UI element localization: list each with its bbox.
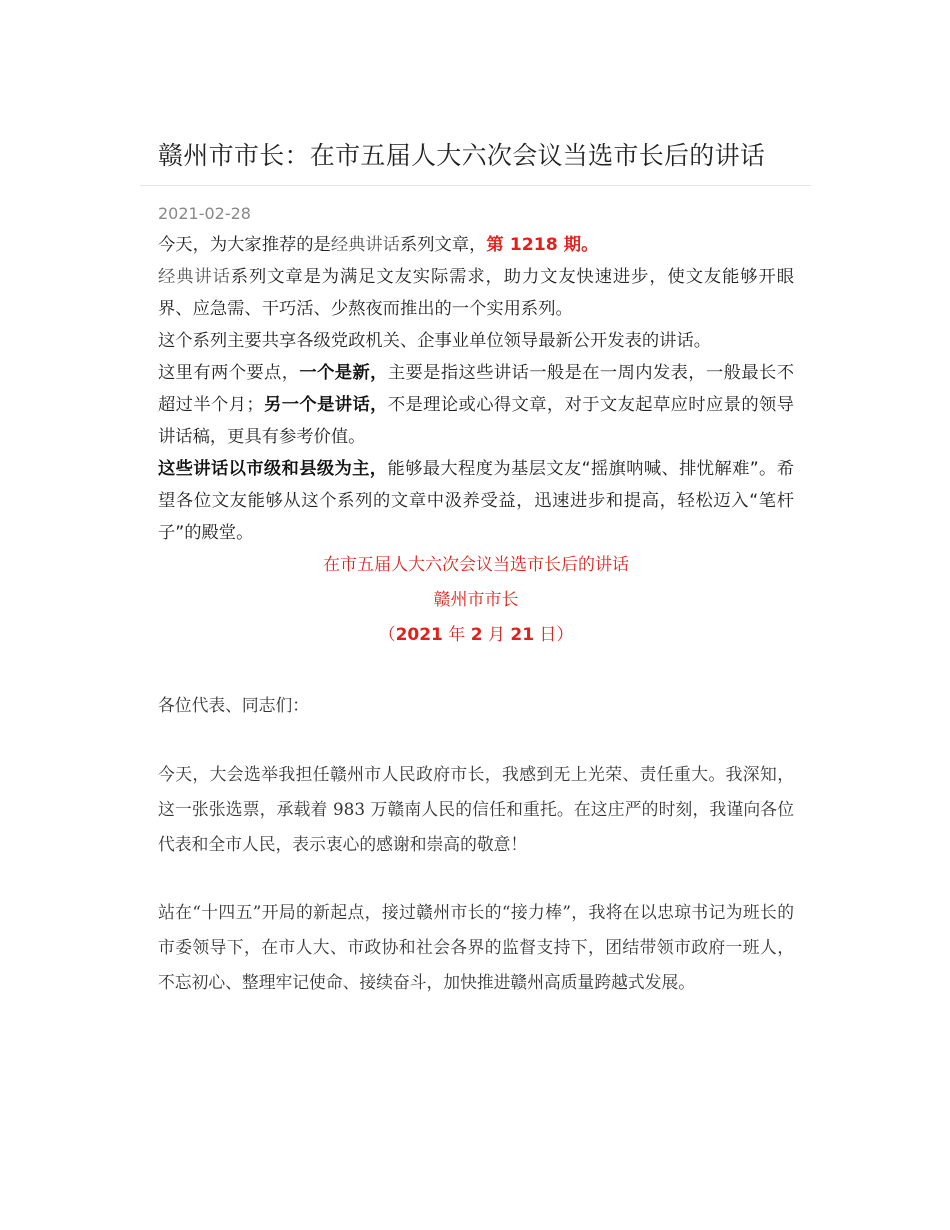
key-point-new: 一个是新， (299, 363, 388, 383)
intro-line: 经典讲话系列文章是为满足文友实际需求，助力文友快速进步，使文友能够开眼界、应急需、干巧活、少熬夜而推出的一个实用系列。 (158, 267, 794, 319)
salutation: 各位代表、同志们： (158, 695, 310, 715)
publish-date: 2021-02-28 (158, 204, 251, 223)
speech-author: 赣州市市长 (433, 590, 519, 610)
speech-paragraph: 今天，大会选举我担任赣州市人民政府市长，我感到无上光荣、责任重大。我深知，这一张张选票，承载着 983 万赣南人民的信任和重托。在这庄严的时刻，我谨向各位代表和全市人民，表示衷心的感谢和崇高的敬意！ (158, 764, 794, 854)
series-name: 经典讲话 (158, 267, 231, 287)
title-divider (140, 185, 811, 186)
intro-line: 这里有两个要点，一个是新，主要是指这些讲话一般是在一周内发表，一般最长不超过半个月；另一个是讲话，不是理论或心得文章，对于文友起草应时应景的领导讲话稿，更具有参考价值。 (158, 363, 794, 447)
intro-line: 这些讲话以市级和县级为主，能够最大程度为基层文友“摇旗呐喊、排忧解难”。希望各位文友能够从这个系列的文章中汲养受益，迅速进步和提高，轻松迈入“笔杆子”的殿堂。 (158, 459, 794, 543)
key-point-speech: 另一个是讲话， (263, 395, 388, 415)
speech-date: （2021 年 2 月 21 日） (378, 625, 574, 645)
page-title: 赣州市市长：在市五届人大六次会议当选市长后的讲话 (158, 141, 766, 170)
series-name: 经典讲话 (330, 235, 400, 255)
issue-number: 第 1218 期。 (486, 235, 599, 255)
intro-line: 这个系列主要共享各级党政机关、企事业单位领导最新公开发表的讲话。 (158, 331, 712, 351)
key-point-level: 这些讲话以市级和县级为主， (158, 459, 388, 479)
intro-line: 今天，为大家推荐的是经典讲话系列文章，第 1218 期。 (158, 235, 599, 255)
speech-title: 在市五届人大六次会议当选市长后的讲话 (323, 555, 629, 575)
speech-paragraph: 站在“十四五”开局的新起点，接过赣州市长的“接力棒”，我将在以忠琼书记为班长的市委领导下，在市人大、市政协和社会各界的监督支持下，团结带领市政府一班人，不忘初心、整理牢记使命、接续奋斗，加快推进赣州高质量跨越式发展。 (158, 902, 794, 992)
intro-section (158, 229, 794, 549)
